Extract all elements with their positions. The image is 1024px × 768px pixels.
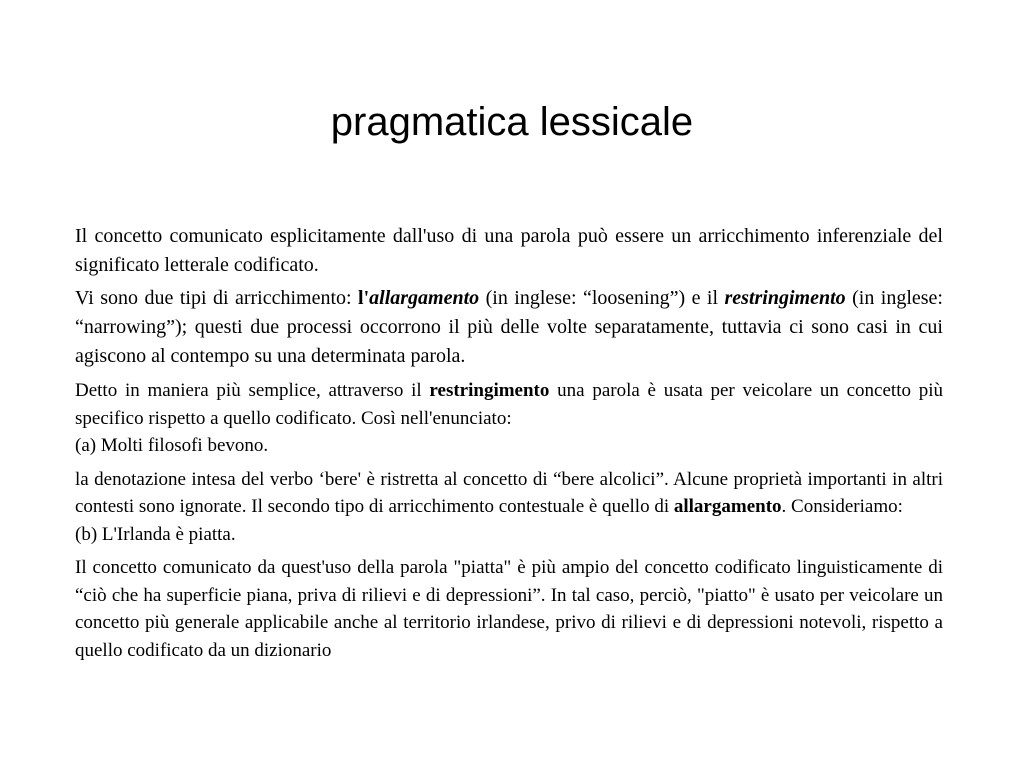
paragraph-restringimento-text-1: Detto in maniera più semplice, attraverso il (75, 380, 430, 401)
paragraph-restringimento (75, 377, 943, 460)
example-a: (a) Molti filosofi bevono. (75, 435, 269, 456)
paragraph-restringimento-body (75, 377, 943, 432)
paragraph-types-text-2: (in inglese: “loosening”) e il (479, 287, 725, 309)
slide-body (75, 222, 943, 664)
paragraph-allargamento (75, 466, 943, 549)
paragraph-piatta: Il concetto comunicato da quest'uso della parola "piatta" è più ampio del concetto codificato linguisticamente di “ciò che ha superficie piana, priva di rilievi e di depressioni”. In tal caso, perciò, "piatto" è usato per veicolare un concetto più generale applicabile anche al territorio irlandese, privo di rilievi e di depressioni notevoli, rispetto a quello codificato da un dizionario (75, 557, 943, 661)
term-restringimento: restringimento (724, 287, 846, 309)
paragraph-allargamento-body (75, 466, 943, 521)
term-allargamento: allargamento (369, 287, 480, 309)
paragraph-restringimento-text-2: una parola è usata per veicolare un concetto più specifico rispetto a quello codificato. Così nell'enunciato: (75, 380, 943, 429)
paragraph-allargamento-text-1: la denotazione intesa del verbo ‘bere' è ristretta al concetto di “bere alcolici”. Alcune proprietà importanti in altri contesti sono ignorate. Il secondo tipo di arricchimento contestuale è quello di (75, 468, 943, 517)
term-article: l' (358, 287, 370, 309)
example-b: (b) L'Irlanda è piatta. (75, 523, 236, 545)
paragraph-allargamento-text-2: . Consideriamo: (781, 496, 903, 517)
slide-title: pragmatica lessicale (330, 100, 694, 144)
paragraph-types-text-1: Vi sono due tipi di arricchimento: (75, 287, 359, 309)
paragraph-types (75, 284, 943, 371)
term-allargamento-bold: allargamento (673, 496, 782, 517)
paragraph-definition: Il concetto comunicato esplicitamente dall'uso di una parola può essere un arricchimento inferenziale del significato letterale codificato. (75, 225, 943, 276)
term-restringimento-bold: restringimento (429, 380, 550, 401)
paragraph-types-text-3: (in inglese: “narrowing”); questi due processi occorrono il più delle volte separatamente, tuttavia ci sono casi in cui agiscono al contempo su una determinata parola. (75, 287, 943, 367)
